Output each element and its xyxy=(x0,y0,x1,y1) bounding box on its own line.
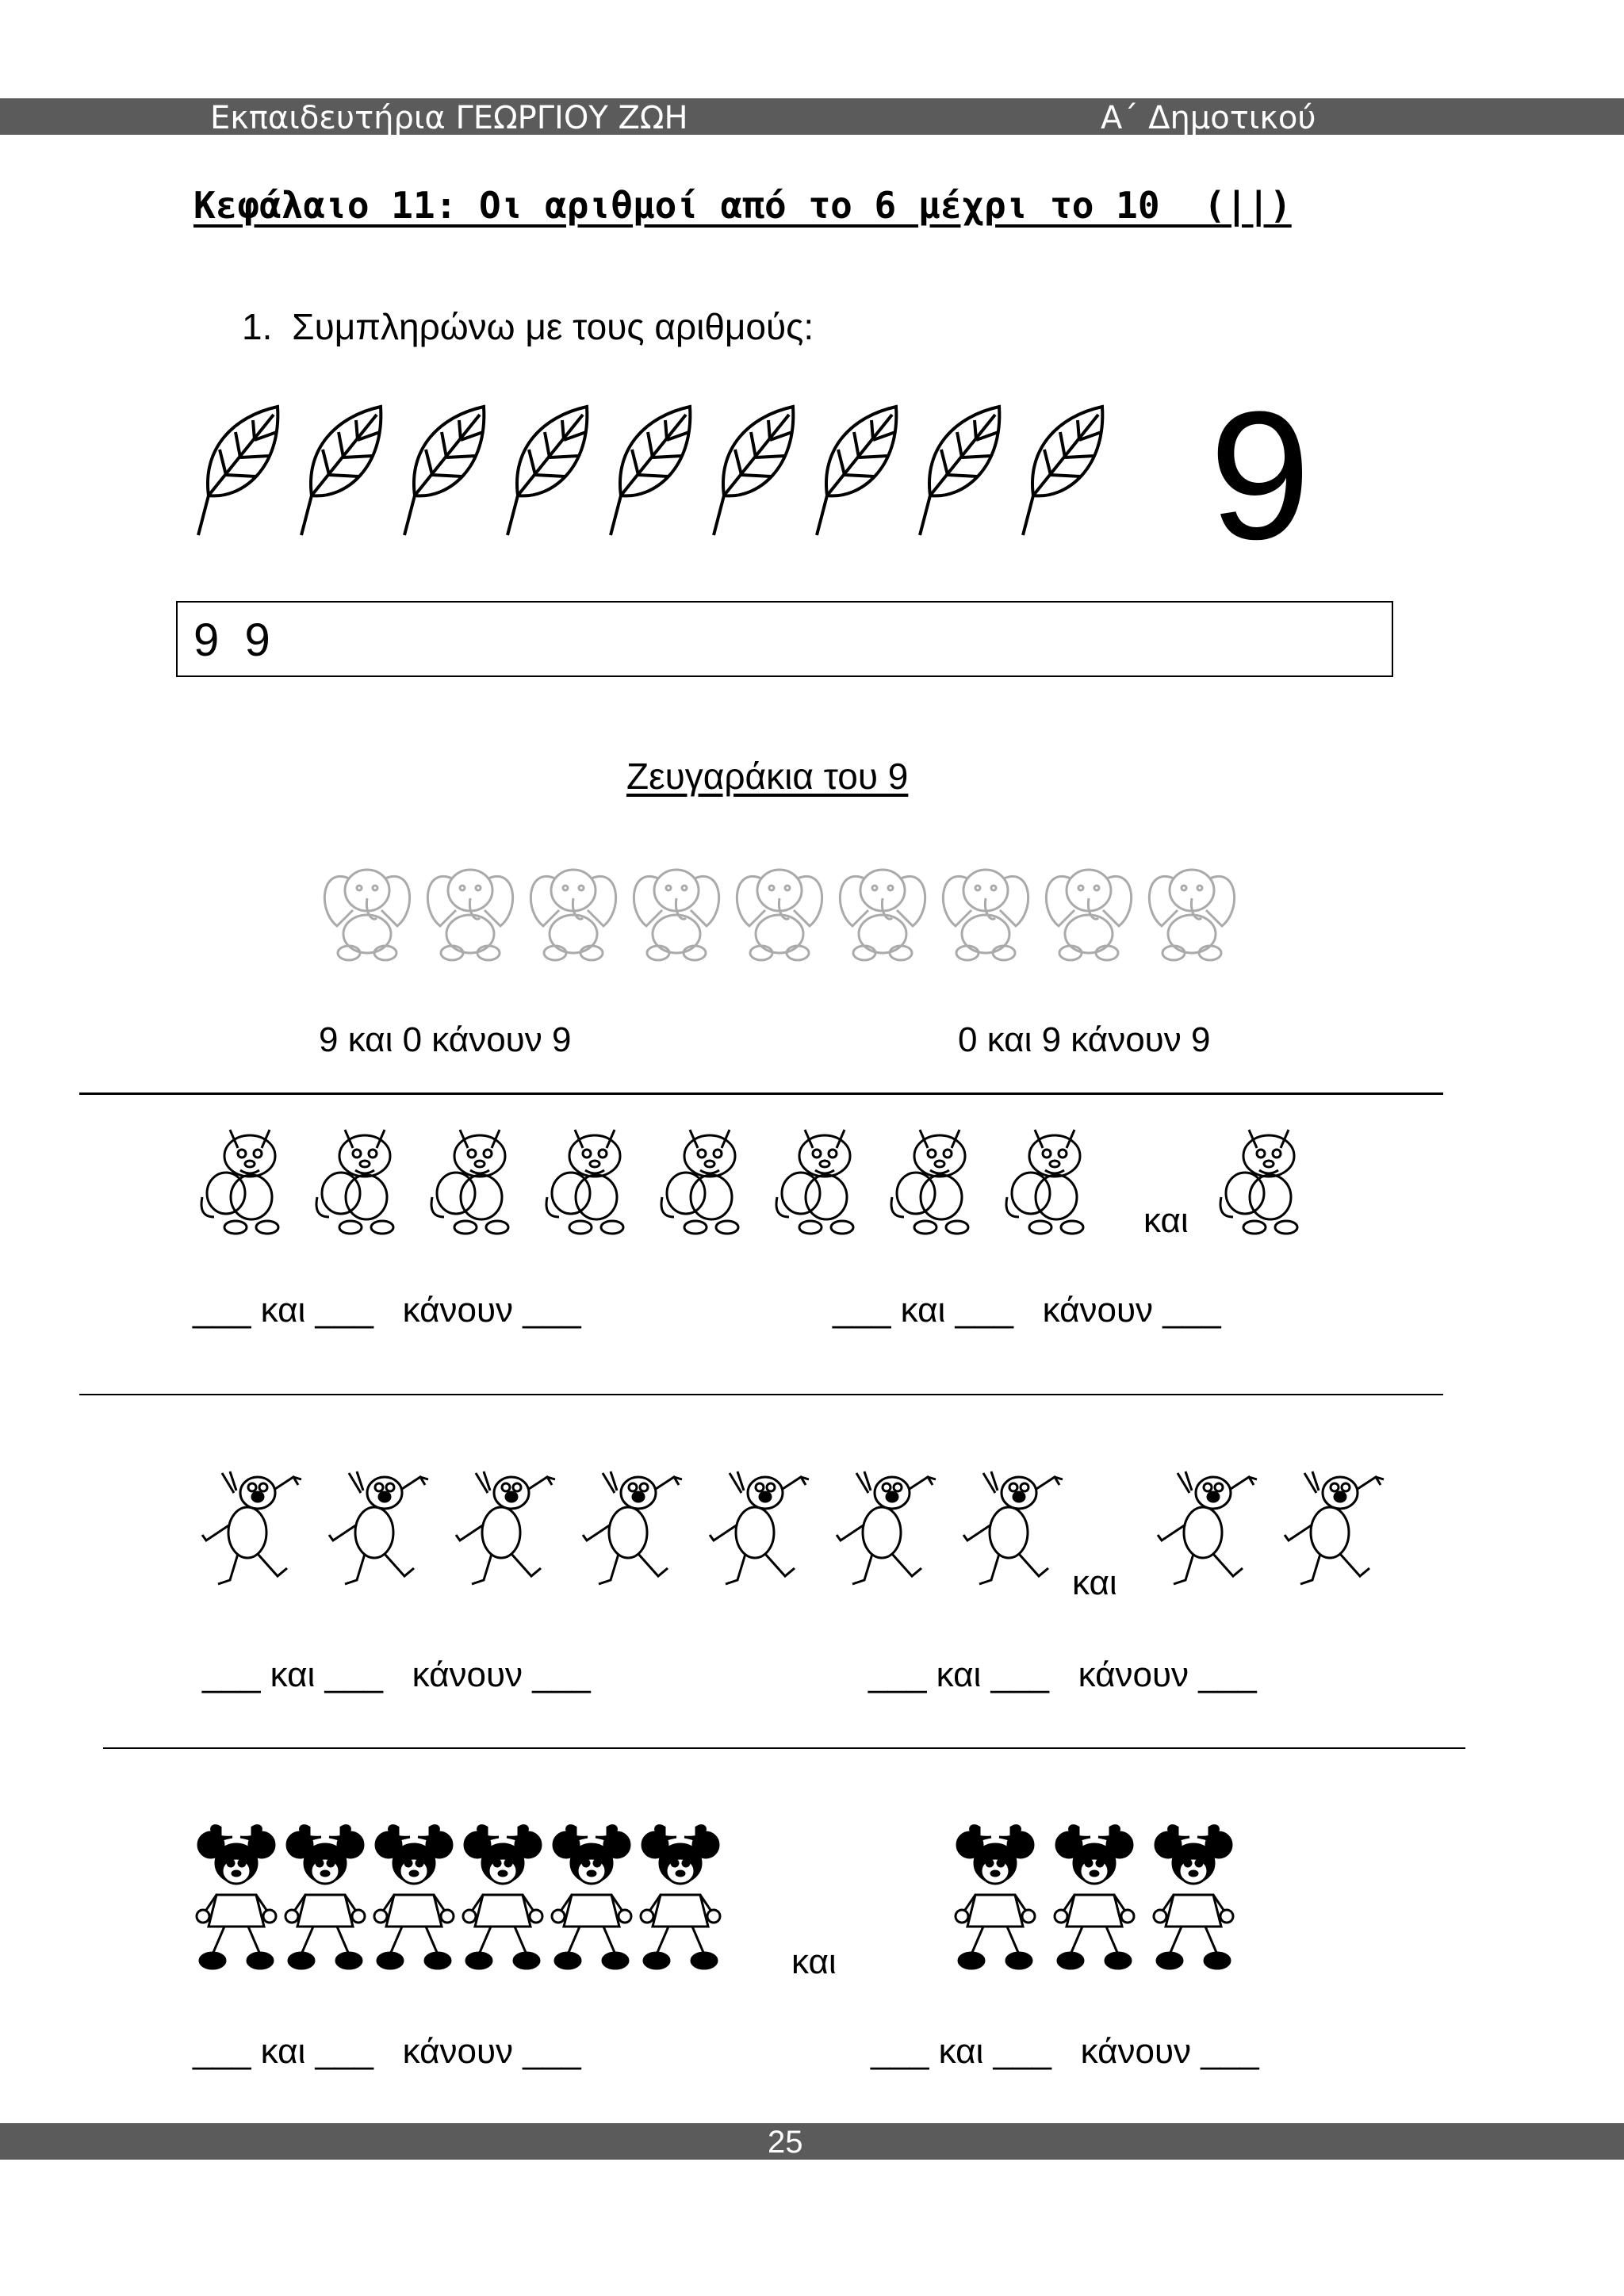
answer-row3-left[interactable]: ___ και ___ κάνουν ___ xyxy=(193,2032,581,2071)
minnie-icon xyxy=(374,1820,454,1974)
exercise-text: Συμπληρώνω με τους αριθμούς: xyxy=(292,306,814,347)
leaf-icon xyxy=(194,400,291,539)
elephant-icon xyxy=(626,855,726,962)
elephant-icon xyxy=(317,855,417,962)
minnie-icon xyxy=(641,1820,720,1974)
leaf-icon xyxy=(710,400,806,539)
elephant-icon xyxy=(833,855,933,962)
chapter-title: Κεφάλαιο 11: Οι αριθμοί από το 6 μέχρι το 10 (||) xyxy=(193,184,1292,227)
answer-row2-right[interactable]: ___ και ___ κάνουν ___ xyxy=(868,1655,1257,1694)
example-left: 9 και 0 κάνουν 9 xyxy=(319,1020,572,1059)
cat-icon xyxy=(654,1118,757,1237)
cat-icon xyxy=(769,1118,872,1237)
minnie-icon xyxy=(956,1820,1035,1974)
elmo-icon xyxy=(1281,1465,1388,1592)
cat-icon xyxy=(309,1118,412,1237)
exercise-number: 1. xyxy=(242,306,273,347)
practice-box-text: 9 9 xyxy=(193,614,270,666)
cats-right-group xyxy=(1213,1118,1316,1237)
divider-line xyxy=(79,1394,1443,1395)
minnie-icon xyxy=(1154,1820,1233,1974)
leaf-icon xyxy=(297,400,394,539)
header-school: Εκπαιδευτήρια ΓΕΩΡΓΙΟΥ ΖΩΗ xyxy=(210,100,688,136)
connector-row3: και xyxy=(791,1942,837,1981)
elmo-icon xyxy=(1154,1465,1262,1592)
divider-line xyxy=(103,1747,1465,1749)
page-number: 25 xyxy=(768,2125,803,2160)
example-right: 0 και 9 κάνουν 9 xyxy=(958,1020,1211,1059)
elephant-icon xyxy=(730,855,829,962)
elmo-icon xyxy=(833,1465,940,1592)
cats-left-group xyxy=(194,1118,1102,1237)
leaves-row xyxy=(194,400,1116,539)
cat-icon xyxy=(999,1118,1102,1237)
minnie-left-group xyxy=(197,1820,720,1974)
elmo-icon xyxy=(452,1465,560,1592)
divider-line xyxy=(79,1093,1443,1095)
elmo-icon xyxy=(325,1465,433,1592)
elephant-icon xyxy=(420,855,520,962)
elmo-icon xyxy=(579,1465,687,1592)
cat-icon xyxy=(539,1118,642,1237)
minnie-icon xyxy=(1055,1820,1134,1974)
cat-icon xyxy=(884,1118,987,1237)
elmo-icon xyxy=(706,1465,814,1592)
leaf-icon xyxy=(607,400,703,539)
dumbo-row xyxy=(317,855,1242,962)
leaf-icon xyxy=(400,400,497,539)
leaf-icon xyxy=(916,400,1013,539)
minnie-icon xyxy=(285,1820,365,1974)
answer-row2-left[interactable]: ___ και ___ κάνουν ___ xyxy=(202,1655,591,1694)
big-number: 9 xyxy=(1209,373,1311,577)
cat-icon xyxy=(1213,1118,1316,1237)
connector-row2: και xyxy=(1072,1563,1117,1602)
answer-row1-right[interactable]: ___ και ___ κάνουν ___ xyxy=(833,1291,1221,1330)
connector-row1: και xyxy=(1143,1201,1189,1240)
minnie-right-group xyxy=(956,1820,1233,1974)
minnie-icon xyxy=(197,1820,276,1974)
cat-icon xyxy=(424,1118,527,1237)
elephant-icon xyxy=(1039,855,1139,962)
elmo-icon xyxy=(198,1465,306,1592)
elephant-icon xyxy=(523,855,623,962)
cat-icon xyxy=(194,1118,297,1237)
leaf-icon xyxy=(813,400,910,539)
elmo-right-group xyxy=(1154,1465,1388,1592)
exercise-instruction xyxy=(242,305,814,348)
practice-box[interactable] xyxy=(176,601,1393,677)
header-grade: Α΄ Δημοτικού xyxy=(1101,100,1316,136)
elmo-icon xyxy=(959,1465,1067,1592)
answer-row3-right[interactable]: ___ και ___ κάνουν ___ xyxy=(871,2032,1259,2071)
answer-row1-left[interactable]: ___ και ___ κάνουν ___ xyxy=(193,1291,581,1330)
leaf-icon xyxy=(1019,400,1116,539)
minnie-icon xyxy=(463,1820,542,1974)
leaf-icon xyxy=(504,400,600,539)
elephant-icon xyxy=(936,855,1036,962)
pairs-title: Ζευγαράκια του 9 xyxy=(626,756,909,797)
minnie-icon xyxy=(552,1820,631,1974)
elmo-left-group xyxy=(198,1465,1067,1592)
footer-bar xyxy=(0,2123,1624,2160)
elephant-icon xyxy=(1142,855,1242,962)
